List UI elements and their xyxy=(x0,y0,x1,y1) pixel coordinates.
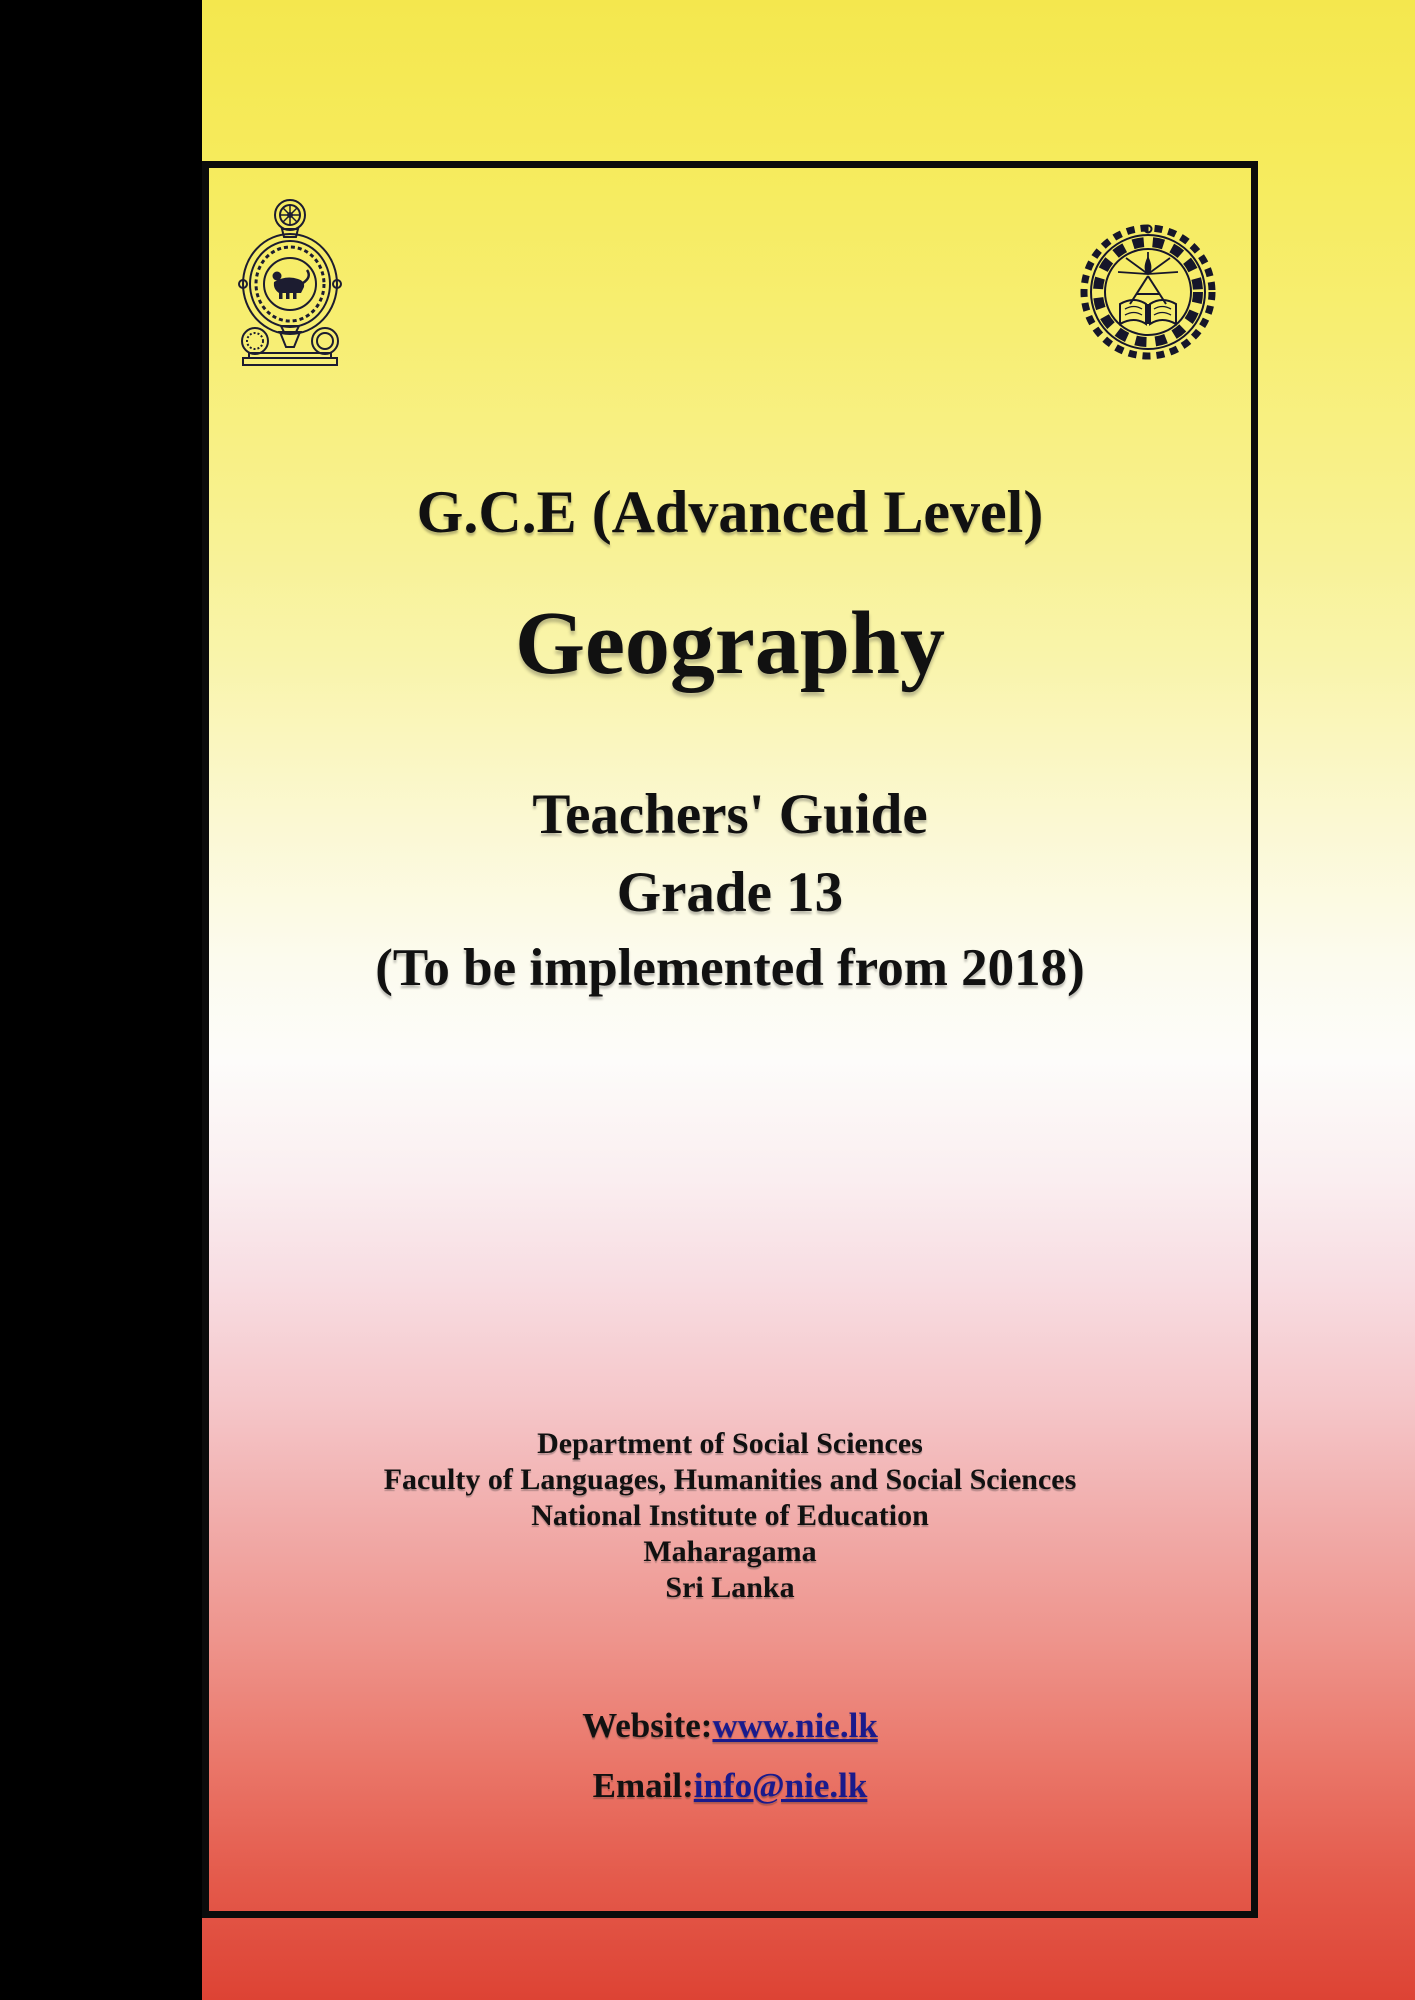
implementation-note-line: (To be implemented from 2018) xyxy=(375,939,1085,997)
subject-title: Geography xyxy=(514,594,945,693)
email-link[interactable]: info@nie.lk xyxy=(693,1766,868,1805)
institution-name-line: National Institute of Education xyxy=(531,1499,929,1532)
nie-logo-icon xyxy=(1078,220,1218,360)
guide-type-line: Teachers' Guide xyxy=(532,783,928,846)
institution-department-line: Department of Social Sciences xyxy=(537,1427,923,1460)
cover-border-frame xyxy=(202,161,1258,1918)
email-line xyxy=(202,1766,1258,1806)
email-label: Email: xyxy=(592,1766,694,1805)
website-link[interactable]: www.nie.lk xyxy=(712,1706,878,1745)
left-black-stripe xyxy=(0,0,202,2000)
website-line xyxy=(202,1706,1258,1746)
institution-block xyxy=(202,1426,1258,1606)
institution-faculty-line: Faculty of Languages, Humanities and Social Sciences xyxy=(383,1463,1077,1496)
institution-country-line: Sri Lanka xyxy=(665,1571,795,1604)
exam-level-line: G.C.E (Advanced Level) xyxy=(416,479,1044,545)
website-label: Website: xyxy=(582,1706,713,1745)
sri-lanka-national-emblem-icon xyxy=(228,192,352,368)
institution-city-line: Maharagama xyxy=(643,1535,817,1568)
grade-line: Grade 13 xyxy=(616,861,844,924)
